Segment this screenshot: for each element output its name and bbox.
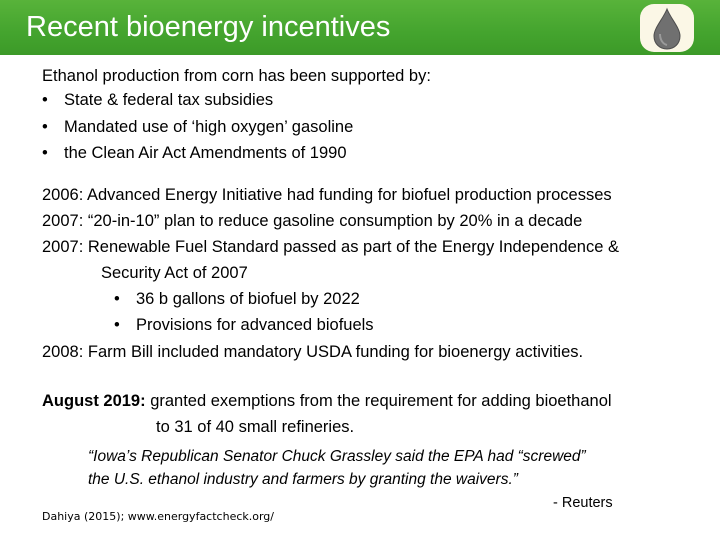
bullet-marker: • <box>42 144 48 162</box>
list-item <box>42 90 273 110</box>
slide-title: Recent bioenergy incentives <box>26 11 391 43</box>
bullet-marker: • <box>42 91 48 109</box>
list-item-text: Mandated use of ‘high oxygen’ gasoline <box>64 118 354 136</box>
aug-2019-label: August 2019: <box>42 392 146 410</box>
aug-2019-text-cont: to 31 of 40 small refineries. <box>156 418 355 436</box>
list-item-text: State & federal tax subsidies <box>64 91 274 109</box>
quote-line-2: the U.S. ethanol industry and farmers by granting the waivers.” <box>88 471 518 488</box>
sub-list-item-text: Provisions for advanced biofuels <box>136 316 374 334</box>
list-item <box>42 143 347 163</box>
bullet-marker: • <box>114 290 120 308</box>
list-item <box>42 117 353 137</box>
list-item-text: the Clean Air Act Amendments of 1990 <box>64 144 347 162</box>
bullet-marker: • <box>42 118 48 136</box>
bullet-marker: • <box>114 316 120 334</box>
timeline-2007-rfs-cont: Security Act of 2007 <box>101 264 248 282</box>
timeline-2007-rfs: 2007: Renewable Fuel Standard passed as part of the Energy Independence & <box>42 238 619 256</box>
sub-list-item-text: 36 b gallons of biofuel by 2022 <box>136 290 360 308</box>
sub-list-item <box>114 315 374 335</box>
sub-list-item <box>114 289 360 309</box>
oil-drop-icon <box>640 4 694 52</box>
timeline-2008: 2008: Farm Bill included mandatory USDA funding for bioenergy activities. <box>42 343 584 361</box>
title-bar <box>0 0 720 55</box>
logo <box>640 4 694 52</box>
aug-2019-text <box>42 391 612 411</box>
timeline-2006: 2006: Advanced Energy Initiative had funding for biofuel production processes <box>42 186 612 204</box>
intro-text: Ethanol production from corn has been supported by: <box>42 67 431 85</box>
aug-2019-body: granted exemptions from the requirement for adding bioethanol <box>145 392 612 410</box>
quote-line-1: “Iowa’s Republican Senator Chuck Grassley said the EPA had “screwed” <box>88 448 586 465</box>
citation: Dahiya (2015); www.energyfactcheck.org/ <box>42 510 274 523</box>
quote-source: - Reuters <box>553 495 613 511</box>
timeline-2007-plan: 2007: “20-in-10” plan to reduce gasoline consumption by 20% in a decade <box>42 212 583 230</box>
